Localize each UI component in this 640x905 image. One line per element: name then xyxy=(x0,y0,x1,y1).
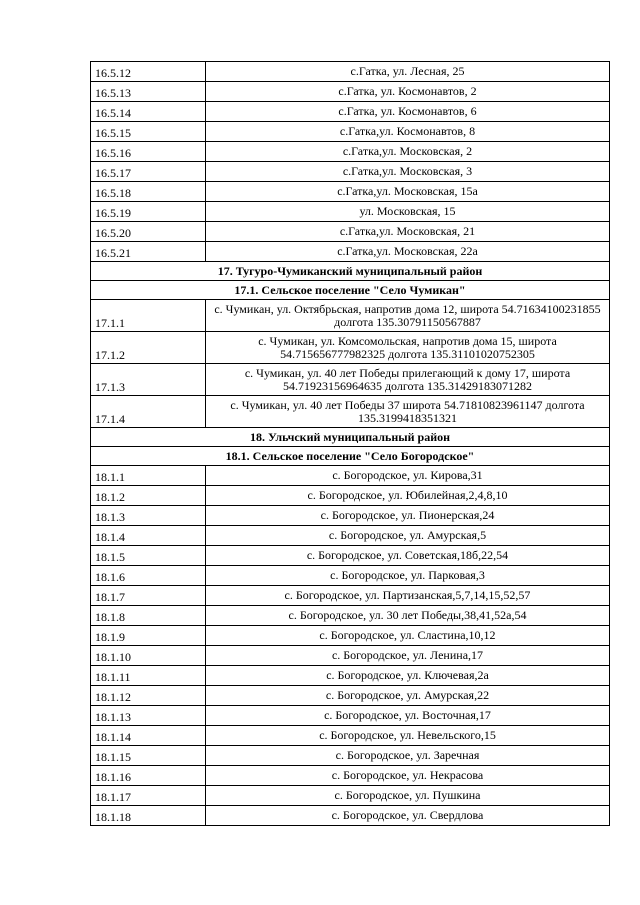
item-address: ул. Московская, 15 xyxy=(206,202,610,222)
item-number: 16.5.19 xyxy=(91,202,206,222)
table-row xyxy=(91,566,610,586)
item-address: с. Богородское, ул. Восточная,17 xyxy=(206,706,610,726)
section-header-row xyxy=(91,281,610,300)
item-address: с. Богородское, ул. Свердлова xyxy=(206,806,610,826)
section-header: 17.1. Сельское поселение "Село Чумикан" xyxy=(91,281,610,300)
item-number: 18.1.12 xyxy=(91,686,206,706)
item-number: 18.1.16 xyxy=(91,766,206,786)
item-address: с.Гатка,ул. Московская, 15а xyxy=(206,182,610,202)
table-row xyxy=(91,122,610,142)
item-address: с. Богородское, ул. 30 лет Победы,38,41,52а,54 xyxy=(206,606,610,626)
item-number: 18.1.5 xyxy=(91,546,206,566)
table-row xyxy=(91,526,610,546)
address-table xyxy=(90,61,610,826)
item-number: 18.1.8 xyxy=(91,606,206,626)
item-address: с.Гатка, ул. Лесная, 25 xyxy=(206,62,610,82)
item-number: 17.1.1 xyxy=(91,300,206,332)
item-address: с. Богородское, ул. Амурская,5 xyxy=(206,526,610,546)
table-row xyxy=(91,546,610,566)
section-header: 18.1. Сельское поселение "Село Богородское" xyxy=(91,447,610,466)
table-row xyxy=(91,506,610,526)
item-address: с.Гатка,ул. Московская, 21 xyxy=(206,222,610,242)
item-address: с.Гатка,ул. Космонавтов, 8 xyxy=(206,122,610,142)
item-number: 18.1.15 xyxy=(91,746,206,766)
item-number: 17.1.4 xyxy=(91,396,206,428)
table-row xyxy=(91,300,610,332)
item-address: с. Богородское, ул. Пушкина xyxy=(206,786,610,806)
item-address: с. Богородское, ул. Советская,18б,22,54 xyxy=(206,546,610,566)
item-number: 17.1.3 xyxy=(91,364,206,396)
item-number: 16.5.20 xyxy=(91,222,206,242)
section-header-row xyxy=(91,262,610,281)
table-row xyxy=(91,202,610,222)
item-number: 18.1.11 xyxy=(91,666,206,686)
table-row xyxy=(91,162,610,182)
item-number: 16.5.17 xyxy=(91,162,206,182)
table-row xyxy=(91,222,610,242)
table-row xyxy=(91,806,610,826)
table-row xyxy=(91,686,610,706)
item-number: 18.1.9 xyxy=(91,626,206,646)
section-header: 18. Ульчский муниципальный район xyxy=(91,428,610,447)
item-number: 18.1.17 xyxy=(91,786,206,806)
table-row xyxy=(91,646,610,666)
item-number: 16.5.13 xyxy=(91,82,206,102)
address-table-body xyxy=(91,62,610,826)
item-address: с. Чумикан, ул. 40 лет Победы прилегающий к дому 17, широта 54.71923156964635 долгота 135.31429183071282 xyxy=(206,364,610,396)
item-address: с. Чумикан, ул. 40 лет Победы 37 широта 54.71810823961147 долгота 135.3199418351321 xyxy=(206,396,610,428)
item-number: 18.1.7 xyxy=(91,586,206,606)
item-number: 16.5.21 xyxy=(91,242,206,262)
item-number: 18.1.4 xyxy=(91,526,206,546)
item-number: 18.1.14 xyxy=(91,726,206,746)
table-row xyxy=(91,466,610,486)
item-address: с. Богородское, ул. Пионерская,24 xyxy=(206,506,610,526)
item-number: 16.5.14 xyxy=(91,102,206,122)
table-row xyxy=(91,726,610,746)
item-address: с.Гатка, ул. Космонавтов, 2 xyxy=(206,82,610,102)
item-number: 18.1.3 xyxy=(91,506,206,526)
item-address: с.Гатка,ул. Московская, 22а xyxy=(206,242,610,262)
item-address: с.Гатка,ул. Московская, 2 xyxy=(206,142,610,162)
table-row xyxy=(91,606,610,626)
item-number: 17.1.2 xyxy=(91,332,206,364)
item-number: 16.5.15 xyxy=(91,122,206,142)
table-row xyxy=(91,586,610,606)
item-number: 16.5.12 xyxy=(91,62,206,82)
item-address: с.Гатка, ул. Космонавтов, 6 xyxy=(206,102,610,122)
item-address: с. Богородское, ул. Заречная xyxy=(206,746,610,766)
table-row xyxy=(91,626,610,646)
table-row xyxy=(91,364,610,396)
table-row xyxy=(91,102,610,122)
table-row xyxy=(91,142,610,162)
item-number: 16.5.16 xyxy=(91,142,206,162)
item-number: 18.1.1 xyxy=(91,466,206,486)
item-number: 18.1.18 xyxy=(91,806,206,826)
table-row xyxy=(91,242,610,262)
item-address: с. Чумикан, ул. Октябрьская, напротив дома 12, широта 54.71634100231855 долгота 135.30791150567887 xyxy=(206,300,610,332)
item-number: 16.5.18 xyxy=(91,182,206,202)
item-address: с. Богородское, ул. Кирова,31 xyxy=(206,466,610,486)
item-number: 18.1.10 xyxy=(91,646,206,666)
item-address: с. Богородское, ул. Ленина,17 xyxy=(206,646,610,666)
item-number: 18.1.13 xyxy=(91,706,206,726)
table-row xyxy=(91,396,610,428)
item-address: с. Богородское, ул. Некрасова xyxy=(206,766,610,786)
item-address: с. Чумикан, ул. Комсомольская, напротив дома 15, широта 54.715656777982325 долгота 135.31101020752305 xyxy=(206,332,610,364)
item-address: с. Богородское, ул. Ключевая,2а xyxy=(206,666,610,686)
table-row xyxy=(91,486,610,506)
table-row xyxy=(91,746,610,766)
table-row xyxy=(91,766,610,786)
item-address: с. Богородское, ул. Партизанская,5,7,14,15,52,57 xyxy=(206,586,610,606)
table-row xyxy=(91,82,610,102)
table-row xyxy=(91,666,610,686)
table-row xyxy=(91,62,610,82)
section-header-row xyxy=(91,447,610,466)
item-address: с. Богородское, ул. Юбилейная,2,4,8,10 xyxy=(206,486,610,506)
item-address: с.Гатка,ул. Московская, 3 xyxy=(206,162,610,182)
section-header: 17. Тугуро-Чумиканский муниципальный район xyxy=(91,262,610,281)
item-address: с. Богородское, ул. Амурская,22 xyxy=(206,686,610,706)
section-header-row xyxy=(91,428,610,447)
table-row xyxy=(91,182,610,202)
item-number: 18.1.2 xyxy=(91,486,206,506)
item-address: с. Богородское, ул. Невельского,15 xyxy=(206,726,610,746)
table-row xyxy=(91,706,610,726)
table-row xyxy=(91,786,610,806)
table-row xyxy=(91,332,610,364)
item-address: с. Богородское, ул. Парковая,3 xyxy=(206,566,610,586)
item-number: 18.1.6 xyxy=(91,566,206,586)
item-address: с. Богородское, ул. Сластина,10,12 xyxy=(206,626,610,646)
